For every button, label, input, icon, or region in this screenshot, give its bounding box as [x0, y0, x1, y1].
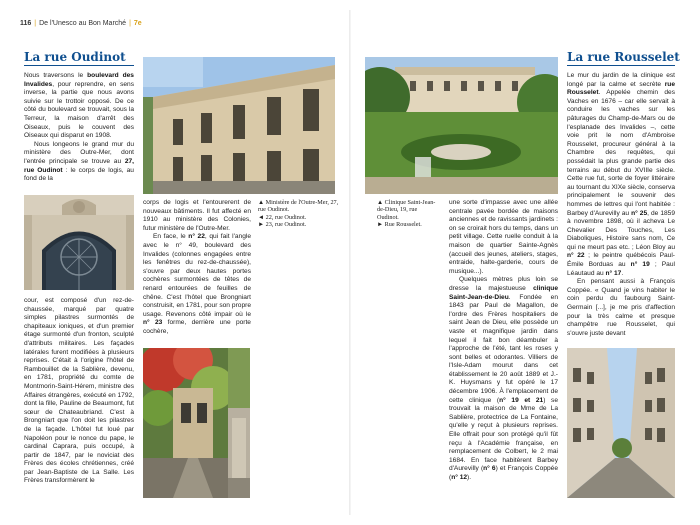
bold-reference: n° 12: [451, 474, 468, 481]
left-col1-bottom-paragraph: cour, est composé d'un rez-de-chaussée, marqué par quatre simples pilastres surmontés de chapiteaux ioniques, et d'un premier étage surmonté d'un fronton, sculpté d'attributs militaires. Les façades latérales furent modifiées à plusieurs reprises. C'était à l'origine l'hôtel de Rambouillet de la Sablière, devenu, en 1781, propriété du comte de Montmorin-Saint-Hérem, ministre des Affaires étrangères, exécuté en 1792, dont la fille, Pauline de Beaumont, fut sœur de Chateaubriand. C'est à Brongniart que l'on doit les pilastres de la façade. L'hôtel fut loué par Napoléon pour le nonce du pape, le cardinal Caprara, puis occupé, à partir de 1847, par le noviciat des Frères des écoles chrétiennes, créé par Jean-Baptiste de La Salle. Les Frères transformèrent le: [24, 297, 134, 485]
text-run: : le corps de logis, au fond de la: [24, 166, 134, 183]
text-run: , de 1859 à novembre 1898, où il acheva Le Chevalier Des Touches, Les Diaboliques, Histoire sans nom, Ce qui ne meurt pas etc. ; Léon Bloy au: [567, 209, 675, 251]
right-col1-paragraph1: une sorte d'impasse avec une allée centrale pavée bordée de maisons anciennes et de ravissants jardinets : on se croirait hors du temps, dans un petit village. Cette ruelle conduit à la maison de quartier Sainte-Agnès (accueil des jeunes, ateliers, stages, entraide, halte-garderie, cours de musique...).: [449, 199, 558, 275]
caption-23-oudinot: ► 23, rue Oudinot.: [258, 221, 307, 229]
section-rule: [24, 65, 134, 66]
photo-rue-rousselet: [567, 348, 675, 498]
bold-reference: n° 22: [567, 252, 585, 260]
text-run: . Fondée en 1843 par Paul de Magallon, de l'ordre des Frères hospitaliers de saint Jean de Dieu, elle possède un vaste et magnifique jardin dans lequel il fait bon déambuler à l'approche de l'été, tant les roses y sont belles et odorantes. Villiers de l'Isle-Adam mourut dans cet établissement le 20 août 1889 et J.-K. Huysmans y fut opéré le 17 décembre 1906. À l'emplacement de cette clinique (: [449, 293, 558, 404]
right-col1-text: [449, 199, 558, 483]
running-header: 116 | De l'Unesco au Bon Marché | 7e: [20, 20, 142, 27]
text-run: Quelques mètres plus loin se dresse la majestueuse: [449, 276, 558, 292]
section-title-oudinot: La rue Oudinot: [24, 50, 126, 64]
bold-reference: 27, rue Oudinot: [24, 157, 134, 174]
text-run: , qui fait l'angle avec le n° 49, boulevard des Invalides (colonnes engagées entre les fenêtres du rez-de-chaussée), s'ouvre par deux hautes portes cochères surmontées de têtes de renard entourées de feuilles de chêne. C'est l'hôtel que Brongniart construisit, en 1781, pour son propre usage. Revenons côté impair où le: [143, 233, 251, 318]
right-col2-paragraph2: En pensant aussi à François Coppée. « Quand je vins habiter le coin perdu du faubourg Saint-Germain [...], je me pris d'affection pour la très calme et presque champêtre rue Rousselet, qui s'ouvre juste devant: [567, 278, 675, 337]
text-run: , pour reprendre, en sens inverse, la partie que nous avons suivie sur le trottoir opposé. De ce côté du boulevard se trouvait, sous la Terreur, la maison d'arrêt des Oiseaux, puis le couvent des Oiseaux qui disparut en 1908.: [24, 80, 134, 140]
bold-reference: n° 17: [605, 269, 622, 277]
bold-reference: n° 6: [483, 465, 496, 473]
text-run: ) et François Coppée (: [449, 465, 559, 481]
text-run: ; Paul Léautaud au: [567, 261, 675, 277]
text-run: Nous longeons le grand mur du ministère des Outre-Mer, dont l'entrée principale se trouve au: [24, 140, 134, 165]
photo-ministere-gate: [24, 195, 134, 290]
left-col2-text: [143, 199, 251, 337]
bold-reference: rue Rousselet: [567, 80, 675, 97]
text-run: En face, le: [153, 233, 189, 241]
photo-23-oudinot: [228, 348, 250, 498]
left-col1-top-text: [24, 72, 134, 184]
caption-clinique: ▲ Clinique Saint-Jean-de-Dieu, 19, rue Oudinot.: [377, 199, 436, 221]
text-run: .: [621, 269, 624, 277]
bold-reference: boulevard des Invalides: [24, 72, 134, 88]
bold-reference: clinique Saint-Jean-de-Dieu: [449, 284, 558, 301]
text-run: forme, derrière une porte cochère,: [143, 319, 251, 335]
photo-22-oudinot: [143, 348, 228, 498]
bold-reference: n° 22: [188, 233, 205, 241]
caption-rue-rousselet: ► Rue Rousselet.: [377, 221, 422, 229]
text-run: ; le peintre québécois Paul-Émile Borduas au: [567, 252, 675, 269]
text-run: Nous traversons le: [24, 72, 88, 79]
text-run: ).: [467, 474, 472, 481]
photo-ministere-facade: [143, 57, 335, 194]
caption-22-oudinot: ◄ 22, rue Oudinot.: [258, 213, 307, 221]
page-number: 116: [20, 20, 32, 27]
text-run: . Appelée chemin des Vaches en 1676 – car elle servait à conduire les vaches sur les pâturages du Champ-de-Mars ou de l'esplanade des Invalides –, cette voie prit le nom d'Ambroise Rousselet, procureur général à la Chambre des requêtes, qui possédait la plus grande partie des terrains au début du XVIIIe siècle. Cette rue fut, sorte de foyer littéraire au tournant du XIXe siècle, conserva principalement le souvenir des hommes de lettres qui l'ont habitée : Barbey d'Aurevilly au: [567, 89, 675, 217]
right-col2-text: [567, 72, 675, 338]
text-run: Le mur du jardin de la clinique est longé par la calme et secrète: [567, 72, 675, 88]
chapter-title: De l'Unesco au Bon Marché: [39, 20, 127, 27]
caption-block-right: [377, 199, 437, 229]
photo-clinique-garden: [365, 57, 558, 194]
left-col1-bottom-text: [24, 297, 134, 486]
bold-reference: n° 19: [630, 261, 650, 269]
book-gutter: [349, 10, 351, 515]
text-run: ) se trouvait la maison de Mme de La Sablière, protectrice de La Fontaine, qu'elle y reçut à plusieurs reprises. Elle offrait pour son protégé qu'il fût reçu à l'Académie française, en remplacement de Colbert, le 2 mai 1684. En face habitèrent Barbey d'Aurevilly (: [449, 396, 558, 473]
section-rule-right: [567, 65, 675, 66]
caption-ministere: ▲ Ministère de l'Outre-Mer, 27, rue Oudinot.: [258, 199, 339, 214]
arrondissement-label: 7e: [133, 20, 142, 27]
caption-block-left: [258, 199, 343, 229]
bold-reference: n° 19 et 21: [499, 396, 544, 404]
section-title-rousselet: La rue Rousselet: [567, 50, 680, 64]
bold-reference: n° 23: [143, 319, 163, 327]
bold-reference: n° 25: [631, 209, 648, 217]
text-run: corps de logis et l'entourerent de nouveaux bâtiments. Il fut affecté en 1910 au ministère des Colonies, futur ministère de l'Outre-Mer.: [143, 199, 251, 232]
